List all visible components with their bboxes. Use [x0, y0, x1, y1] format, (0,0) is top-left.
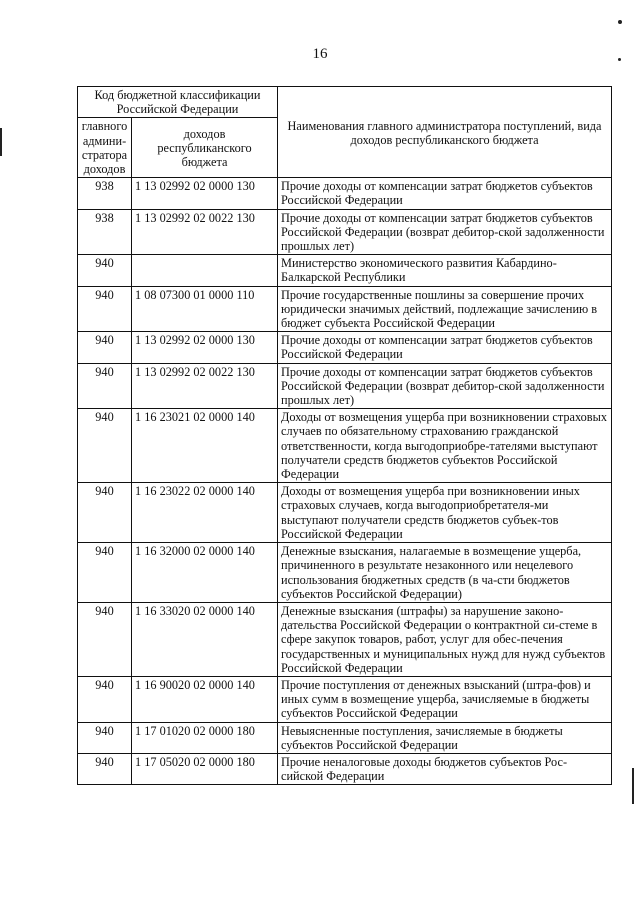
table-row — [78, 363, 612, 409]
table-row — [78, 602, 612, 676]
admin-code: 940 — [78, 676, 132, 722]
table-row — [78, 676, 612, 722]
income-name: Прочие доходы от компенсации затрат бюджетов субъектов Российской Федерации — [278, 332, 612, 363]
scan-mark-top — [618, 20, 622, 24]
income-name: Прочие неналоговые доходы бюджетов субъектов Рос-сийской Федерации — [278, 753, 612, 784]
income-code: 1 08 07300 01 0000 110 — [132, 286, 278, 332]
income-name: Прочие поступления от денежных взысканий (штра-фов) и иных сумм в возмещение ущерба, зачисляемые в бюджеты субъектов Российской Федерации — [278, 676, 612, 722]
income-name: Прочие государственные пошлины за совершение прочих юридически значимых действий, подлежащие зачислению в бюджет субъекта Российской Федерации — [278, 286, 612, 332]
admin-code: 938 — [78, 209, 132, 255]
admin-code: 940 — [78, 543, 132, 603]
income-code: 1 17 01020 02 0000 180 — [132, 722, 278, 753]
income-code: 1 16 90020 02 0000 140 — [132, 676, 278, 722]
budget-table — [77, 86, 612, 785]
income-code: 1 17 05020 02 0000 180 — [132, 753, 278, 784]
admin-column-header: главного админи-стратора доходов — [78, 118, 132, 178]
admin-code: 938 — [78, 178, 132, 209]
page-number: 16 — [312, 46, 328, 62]
income-code: 1 16 23022 02 0000 140 — [132, 483, 278, 543]
name-column-header-text: Наименования главного администратора поступлений, вида доходов республиканского бюджета — [287, 119, 602, 148]
name-column-header — [278, 87, 612, 178]
admin-code: 940 — [78, 753, 132, 784]
income-name: Денежные взыскания (штрафы) за нарушение законо-дательства Российской Федерации о контрактной си-стеме в сфере закупок товаров, работ, услуг для обес-печения государственных и муниципальных нужд для нужд субъектов Российской Федерации — [278, 602, 612, 676]
income-code: 1 16 23021 02 0000 140 — [132, 409, 278, 483]
table-row — [78, 332, 612, 363]
admin-code: 940 — [78, 332, 132, 363]
admin-code: 940 — [78, 255, 132, 286]
classification-code-header: Код бюджетной классификации Российской Федерации — [78, 87, 278, 118]
table-row — [78, 409, 612, 483]
table-body — [78, 178, 612, 785]
table-row — [78, 753, 612, 784]
admin-code: 940 — [78, 602, 132, 676]
scan-mark-top-small — [618, 58, 621, 61]
income-name: Прочие доходы от компенсации затрат бюджетов субъектов Российской Федерации — [278, 178, 612, 209]
scan-mark-left — [0, 128, 2, 156]
admin-code: 940 — [78, 483, 132, 543]
table-header — [78, 87, 612, 178]
table-row — [78, 543, 612, 603]
admin-code: 940 — [78, 722, 132, 753]
table-row — [78, 255, 612, 286]
income-code: 1 13 02992 02 0000 130 — [132, 332, 278, 363]
admin-code: 940 — [78, 409, 132, 483]
income-code — [132, 255, 278, 286]
admin-code: 940 — [78, 286, 132, 332]
income-column-header: доходов республиканского бюджета — [132, 118, 278, 178]
income-name: Прочие доходы от компенсации затрат бюджетов субъектов Российской Федерации (возврат дебитор-ской задолженности прошлых лет) — [278, 363, 612, 409]
income-name: Министерство экономического развития Кабардино-Балкарской Республики — [278, 255, 612, 286]
table-row — [78, 483, 612, 543]
income-name: Прочие доходы от компенсации затрат бюджетов субъектов Российской Федерации (возврат дебитор-ской задолженности прошлых лет) — [278, 209, 612, 255]
income-code: 1 16 32000 02 0000 140 — [132, 543, 278, 603]
income-name: Доходы от возмещения ущерба при возникновении иных страховых случаев, когда выгодоприобретателя-ми выступают получатели средств бюджетов субъек-тов Российской Федерации — [278, 483, 612, 543]
income-code: 1 13 02992 02 0022 130 — [132, 363, 278, 409]
table-row — [78, 722, 612, 753]
income-name: Денежные взыскания, налагаемые в возмещение ущерба, причиненного в результате незаконного или нецелевого использования бюджетных средств (в ча-сти бюджетов субъектов Российской Федерации) — [278, 543, 612, 603]
income-code: 1 13 02992 02 0000 130 — [132, 178, 278, 209]
table-row — [78, 286, 612, 332]
table-row — [78, 209, 612, 255]
income-name: Доходы от возмещения ущерба при возникновении страховых случаев по обязательному страхованию гражданской ответственности, когда выгодоприобре-тателями выступают получатели средств бюджетов субъектов Российской Федерации — [278, 409, 612, 483]
income-code: 1 16 33020 02 0000 140 — [132, 602, 278, 676]
scan-mark-right — [632, 768, 634, 804]
admin-code: 940 — [78, 363, 132, 409]
income-name: Невыясненные поступления, зачисляемые в бюджеты субъектов Российской Федерации — [278, 722, 612, 753]
income-code: 1 13 02992 02 0022 130 — [132, 209, 278, 255]
table-row — [78, 178, 612, 209]
